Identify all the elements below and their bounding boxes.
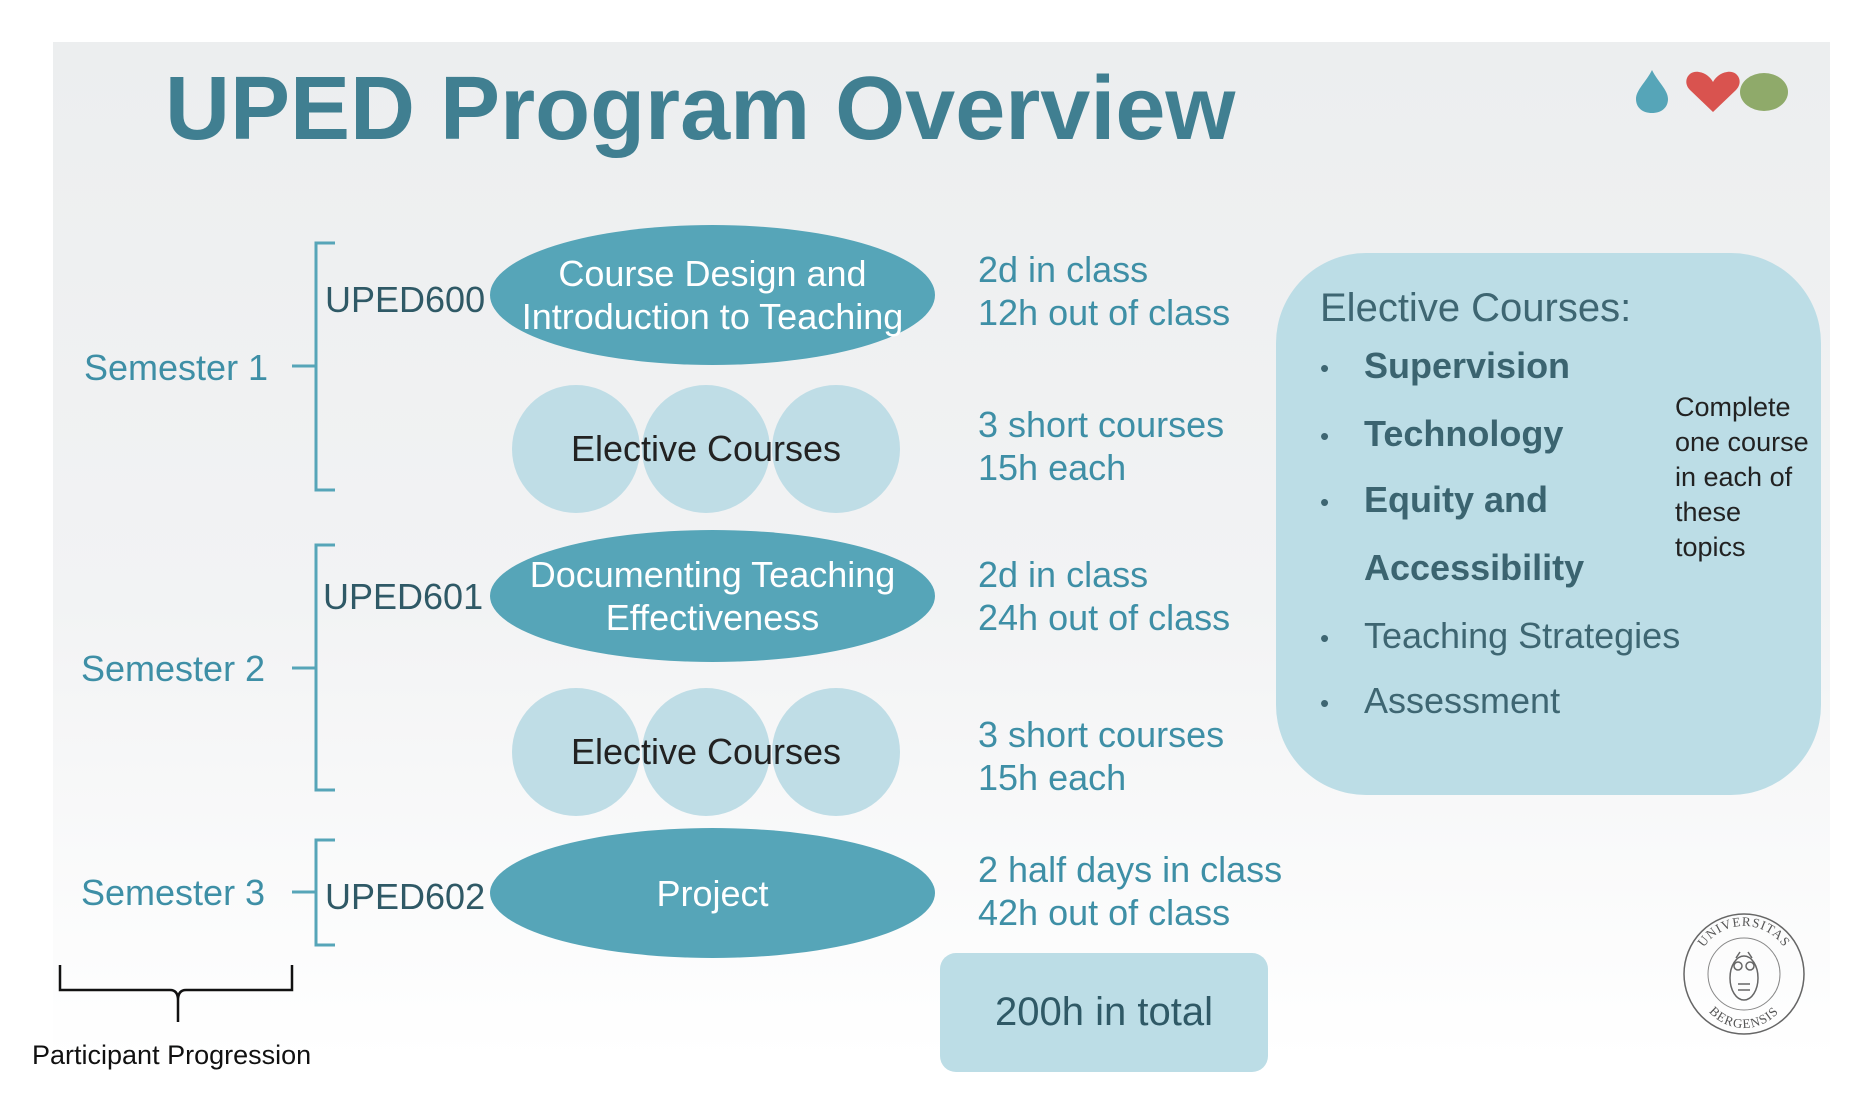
elective-panel-title: Elective Courses: (1320, 286, 1632, 330)
bullet: • (1320, 487, 1330, 517)
note-line: these (1675, 497, 1742, 527)
page-title: UPED Program Overview (165, 59, 1236, 159)
detail-line: 24h out of class (978, 597, 1231, 638)
elective-courses-label-2: Elective Courses (570, 731, 842, 772)
semester-3-label: Semester 3 (81, 872, 266, 913)
course-code-uped600: UPED600 (325, 279, 486, 320)
course-name-line: Documenting Teaching (529, 554, 896, 595)
note-line: one course (1675, 427, 1809, 457)
note-line: Complete (1675, 392, 1791, 422)
elective-item-equity: Equity and (1364, 479, 1549, 520)
detail-line: 42h out of class (978, 892, 1231, 933)
course-ellipse-uped602 (490, 828, 935, 958)
bullet: • (1320, 623, 1330, 653)
leaf-oval-icon (1740, 73, 1788, 111)
detail-line: 2d in class (978, 249, 1149, 290)
elective-item-assessment: Assessment (1364, 680, 1561, 721)
detail-electives-1 (978, 403, 1224, 489)
bullet: • (1320, 688, 1330, 718)
svg-text:BERGENSIS (1707, 1003, 1782, 1031)
detail-electives-2 (978, 713, 1224, 799)
course-name-line: Course Design and (558, 253, 867, 294)
university-seal-icon (1680, 910, 1808, 1038)
course-name-uped600 (522, 252, 904, 338)
note-line: in each of (1675, 462, 1793, 492)
detail-uped600 (978, 248, 1230, 334)
total-hours-box (940, 953, 1268, 1072)
detail-line: 3 short courses (978, 404, 1225, 445)
logo-icons (1630, 66, 1790, 116)
elective-item-supervision: Supervision (1364, 345, 1571, 386)
detail-uped601 (978, 553, 1230, 639)
owl-icon (1730, 952, 1758, 1000)
elective-note (1675, 390, 1809, 565)
detail-line: 2d in class (978, 554, 1149, 595)
course-code-uped602: UPED602 (325, 876, 486, 917)
course-ellipse-uped601 (490, 530, 935, 662)
semester-1-label: Semester 1 (84, 347, 269, 388)
detail-line: 12h out of class (978, 292, 1231, 333)
course-ellipse-uped600 (490, 225, 935, 365)
detail-line: 15h each (978, 757, 1127, 798)
detail-line: 2 half days in class (978, 849, 1283, 890)
svg-text:UNIVERSITAS (1694, 914, 1794, 950)
elective-item-technology: Technology (1364, 413, 1564, 454)
bullet: • (1320, 353, 1330, 383)
heart-icon (1686, 72, 1739, 112)
course-name-line: Effectiveness (605, 597, 820, 638)
detail-line: 15h each (978, 447, 1127, 488)
seal-bottom-text: BERGENSIS (1706, 1003, 1782, 1032)
bullet: • (1320, 421, 1330, 451)
participant-progression-label: Participant Progression (32, 1040, 312, 1070)
seal-top-text: UNIVERSITAS (1694, 913, 1794, 950)
course-name-uped602: Project (656, 872, 769, 914)
elective-item-accessibility: Accessibility (1364, 547, 1585, 588)
course-code-uped601: UPED601 (323, 576, 484, 617)
detail-uped602 (978, 848, 1282, 934)
elective-item-teaching-strategies: Teaching Strategies (1364, 615, 1681, 656)
note-line: topics (1675, 532, 1746, 562)
progression-bracket (60, 965, 292, 1022)
semester-2-label: Semester 2 (81, 648, 266, 689)
total-hours-text: 200h in total (995, 990, 1213, 1034)
elective-courses-label-1: Elective Courses (570, 428, 842, 469)
detail-line: 3 short courses (978, 714, 1225, 755)
course-name-uped601 (530, 553, 896, 639)
course-name-line: Introduction to Teaching (521, 296, 904, 337)
water-drop-icon (1636, 70, 1668, 113)
